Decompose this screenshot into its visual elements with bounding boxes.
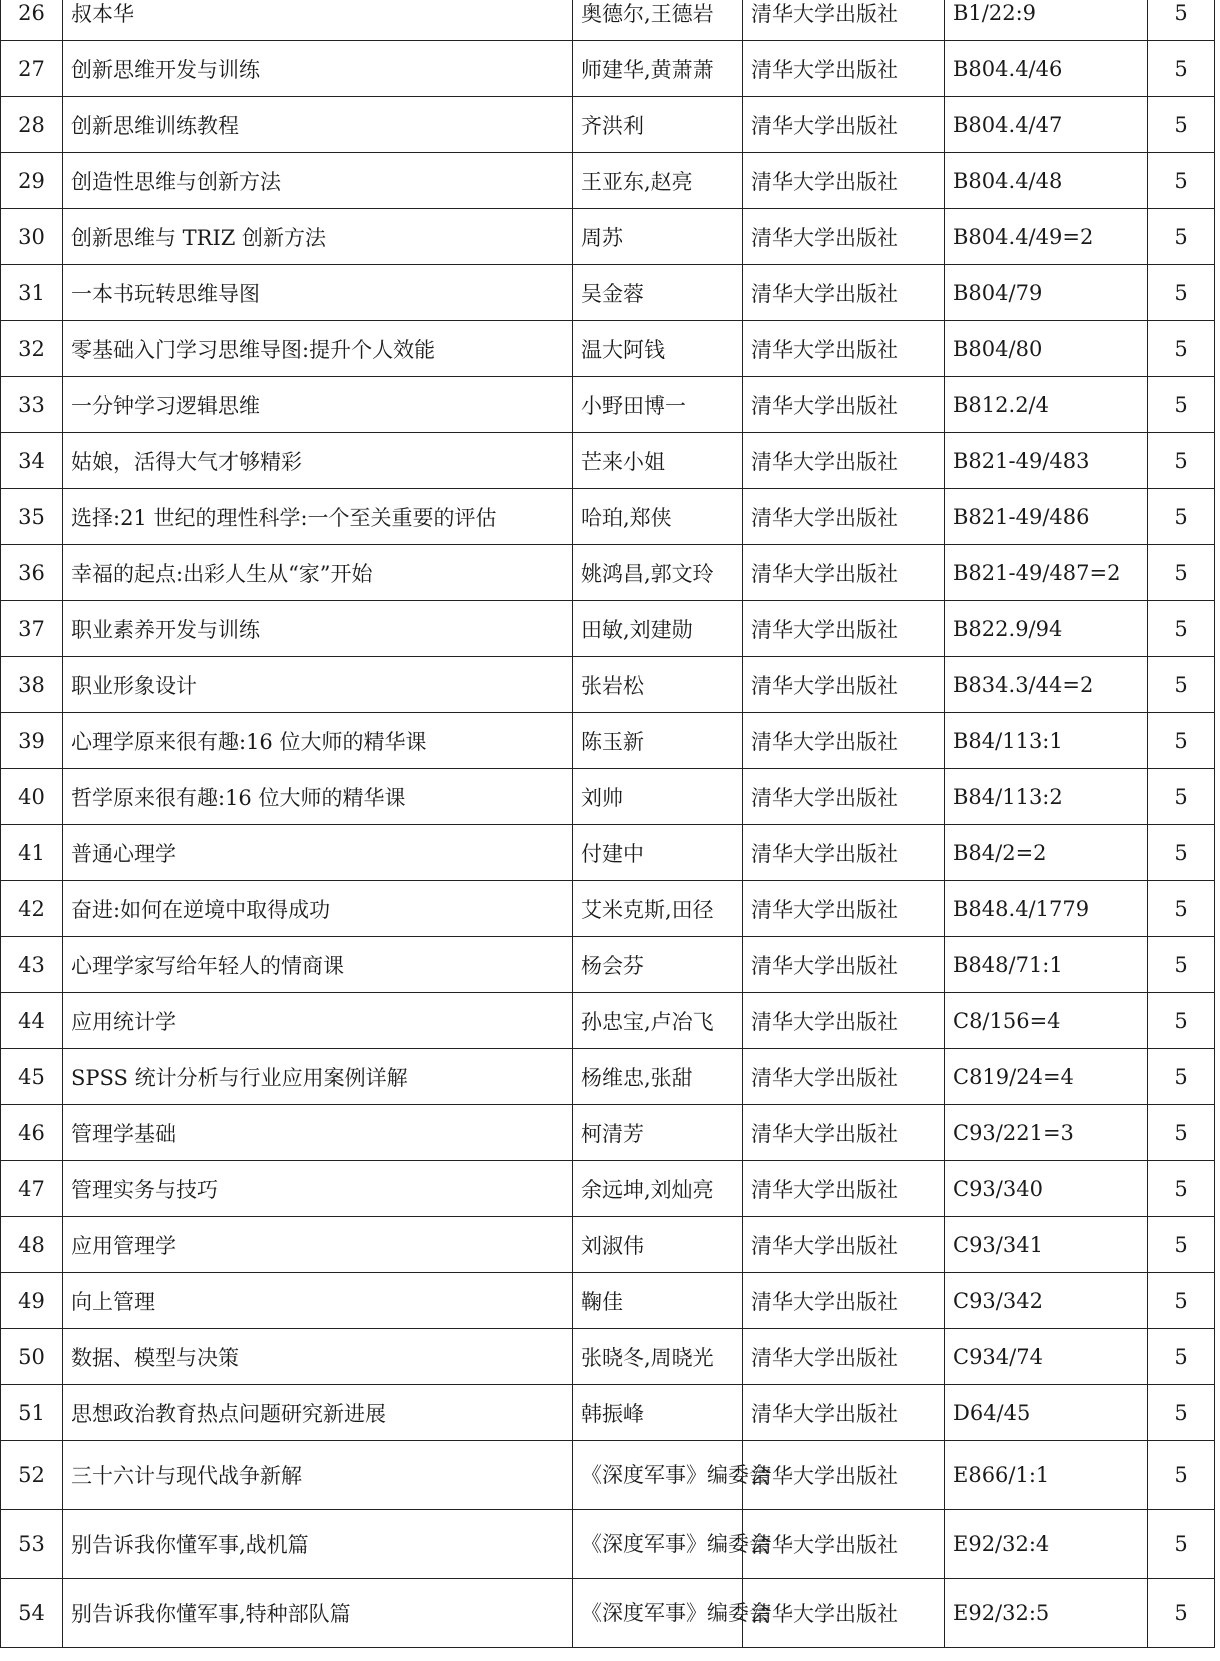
book-publisher: 清华大学出版社 (743, 1385, 945, 1441)
call-number: B821-49/486 (945, 489, 1148, 545)
table-row (1, 993, 1215, 1049)
book-author: 姚鸿昌,郭文玲 (573, 545, 743, 601)
book-author: 柯清芳 (573, 1105, 743, 1161)
table-row (1, 657, 1215, 713)
book-title: 姑娘，活得大气才够精彩 (63, 433, 573, 489)
book-author: 杨会芬 (573, 937, 743, 993)
book-title: 应用统计学 (63, 993, 573, 1049)
book-author: 齐洪利 (573, 97, 743, 153)
copy-count: 5 (1148, 41, 1215, 97)
row-number: 41 (1, 825, 63, 881)
book-publisher: 清华大学出版社 (743, 153, 945, 209)
book-author: 田敏,刘建勋 (573, 601, 743, 657)
book-author: 芒来小姐 (573, 433, 743, 489)
call-number: B84/113:1 (945, 713, 1148, 769)
row-number: 39 (1, 713, 63, 769)
book-title: 思想政治教育热点问题研究新进展 (63, 1385, 573, 1441)
row-number: 29 (1, 153, 63, 209)
copy-count: 5 (1148, 993, 1215, 1049)
book-publisher: 清华大学出版社 (743, 489, 945, 545)
table-row (1, 153, 1215, 209)
call-number: B822.9/94 (945, 601, 1148, 657)
row-number: 36 (1, 545, 63, 601)
book-title: 一分钟学习逻辑思维 (63, 377, 573, 433)
book-title: 创新思维训练教程 (63, 97, 573, 153)
row-number: 52 (1, 1441, 63, 1510)
book-title: 心理学家写给年轻人的情商课 (63, 937, 573, 993)
call-number: B821-49/483 (945, 433, 1148, 489)
book-publisher: 清华大学出版社 (743, 881, 945, 937)
book-title: 应用管理学 (63, 1217, 573, 1273)
row-number: 51 (1, 1385, 63, 1441)
table-row (1, 265, 1215, 321)
book-author: 付建中 (573, 825, 743, 881)
table-row (1, 1273, 1215, 1329)
call-number: B84/113:2 (945, 769, 1148, 825)
book-title: 职业形象设计 (63, 657, 573, 713)
table-row (1, 825, 1215, 881)
book-title: 数据、模型与决策 (63, 1329, 573, 1385)
table-row (1, 881, 1215, 937)
call-number: B848.4/1779 (945, 881, 1148, 937)
call-number: D64/45 (945, 1385, 1148, 1441)
call-number: C819/24=4 (945, 1049, 1148, 1105)
row-number: 26 (1, 0, 63, 41)
book-title: 零基础入门学习思维导图:提升个人效能 (63, 321, 573, 377)
book-publisher: 清华大学出版社 (743, 433, 945, 489)
book-author: 刘淑伟 (573, 1217, 743, 1273)
book-title: 普通心理学 (63, 825, 573, 881)
book-publisher: 清华大学出版社 (743, 657, 945, 713)
table-body (1, 0, 1215, 1648)
book-title: 创造性思维与创新方法 (63, 153, 573, 209)
row-number: 42 (1, 881, 63, 937)
table-row (1, 1329, 1215, 1385)
book-title: 创新思维开发与训练 (63, 41, 573, 97)
call-number: B84/2=2 (945, 825, 1148, 881)
copy-count: 5 (1148, 1217, 1215, 1273)
book-author: 周苏 (573, 209, 743, 265)
book-publisher: 清华大学出版社 (743, 1049, 945, 1105)
copy-count: 5 (1148, 433, 1215, 489)
copy-count: 5 (1148, 1441, 1215, 1510)
row-number: 53 (1, 1510, 63, 1579)
book-publisher: 清华大学出版社 (743, 1579, 945, 1648)
row-number: 47 (1, 1161, 63, 1217)
book-author: 小野田博一 (573, 377, 743, 433)
book-author: 师建华,黄萧萧 (573, 41, 743, 97)
copy-count: 5 (1148, 209, 1215, 265)
copy-count: 5 (1148, 1510, 1215, 1579)
copy-count: 5 (1148, 1105, 1215, 1161)
book-title: 选择:21 世纪的理性科学:一个至关重要的评估 (63, 489, 573, 545)
call-number: C8/156=4 (945, 993, 1148, 1049)
copy-count: 5 (1148, 489, 1215, 545)
book-title: 奋进:如何在逆境中取得成功 (63, 881, 573, 937)
book-publisher: 清华大学出版社 (743, 0, 945, 41)
row-number: 30 (1, 209, 63, 265)
table-row (1, 1049, 1215, 1105)
table-row (1, 769, 1215, 825)
book-title: 幸福的起点:出彩人生从“家”开始 (63, 545, 573, 601)
copy-count: 5 (1148, 825, 1215, 881)
book-publisher: 清华大学出版社 (743, 825, 945, 881)
book-title: 哲学原来很有趣:16 位大师的精华课 (63, 769, 573, 825)
call-number: E866/1:1 (945, 1441, 1148, 1510)
row-number: 32 (1, 321, 63, 377)
copy-count: 5 (1148, 97, 1215, 153)
call-number: B804/80 (945, 321, 1148, 377)
book-title: 别告诉我你懂军事,特种部队篇 (63, 1579, 573, 1648)
book-title: 向上管理 (63, 1273, 573, 1329)
book-publisher: 清华大学出版社 (743, 41, 945, 97)
book-publisher: 清华大学出版社 (743, 545, 945, 601)
book-publisher: 清华大学出版社 (743, 1329, 945, 1385)
table-row (1, 97, 1215, 153)
book-title: 别告诉我你懂军事,战机篇 (63, 1510, 573, 1579)
row-number: 35 (1, 489, 63, 545)
row-number: 31 (1, 265, 63, 321)
table-row (1, 209, 1215, 265)
call-number: B804.4/49=2 (945, 209, 1148, 265)
book-title: 三十六计与现代战争新解 (63, 1441, 573, 1510)
call-number: C93/342 (945, 1273, 1148, 1329)
table-row (1, 377, 1215, 433)
book-publisher: 清华大学出版社 (743, 937, 945, 993)
copy-count: 5 (1148, 377, 1215, 433)
book-title: 管理实务与技巧 (63, 1161, 573, 1217)
row-number: 43 (1, 937, 63, 993)
row-number: 46 (1, 1105, 63, 1161)
row-number: 27 (1, 41, 63, 97)
row-number: 37 (1, 601, 63, 657)
copy-count: 5 (1148, 881, 1215, 937)
table-row (1, 433, 1215, 489)
table-row (1, 0, 1215, 41)
table-row (1, 1441, 1215, 1510)
row-number: 34 (1, 433, 63, 489)
table-row (1, 489, 1215, 545)
copy-count: 5 (1148, 769, 1215, 825)
book-author: 艾米克斯,田径 (573, 881, 743, 937)
book-publisher: 清华大学出版社 (743, 1441, 945, 1510)
row-number: 40 (1, 769, 63, 825)
copy-count: 5 (1148, 601, 1215, 657)
copy-count: 5 (1148, 321, 1215, 377)
call-number: B848/71:1 (945, 937, 1148, 993)
book-author: 《深度军事》编委会 (573, 1510, 743, 1579)
copy-count: 5 (1148, 1161, 1215, 1217)
book-publisher: 清华大学出版社 (743, 1273, 945, 1329)
table-row (1, 1161, 1215, 1217)
book-publisher: 清华大学出版社 (743, 993, 945, 1049)
call-number: B804.4/46 (945, 41, 1148, 97)
call-number: C93/221=3 (945, 1105, 1148, 1161)
book-author: 杨维忠,张甜 (573, 1049, 743, 1105)
book-publisher: 清华大学出版社 (743, 321, 945, 377)
book-author: 奥德尔,王德岩 (573, 0, 743, 41)
book-author: 余远坤,刘灿亮 (573, 1161, 743, 1217)
table-row (1, 41, 1215, 97)
copy-count: 5 (1148, 713, 1215, 769)
book-publisher: 清华大学出版社 (743, 1217, 945, 1273)
call-number: B1/22:9 (945, 0, 1148, 41)
book-title: 职业素养开发与训练 (63, 601, 573, 657)
row-number: 54 (1, 1579, 63, 1648)
copy-count: 5 (1148, 0, 1215, 41)
call-number: E92/32:5 (945, 1579, 1148, 1648)
book-author: 哈珀,郑侠 (573, 489, 743, 545)
copy-count: 5 (1148, 1329, 1215, 1385)
book-publisher: 清华大学出版社 (743, 1161, 945, 1217)
call-number: B812.2/4 (945, 377, 1148, 433)
book-publisher: 清华大学出版社 (743, 265, 945, 321)
copy-count: 5 (1148, 937, 1215, 993)
table-row (1, 1510, 1215, 1579)
row-number: 38 (1, 657, 63, 713)
copy-count: 5 (1148, 657, 1215, 713)
table-row (1, 1217, 1215, 1273)
copy-count: 5 (1148, 153, 1215, 209)
book-publisher: 清华大学出版社 (743, 1105, 945, 1161)
book-author: 《深度军事》编委会 (573, 1579, 743, 1648)
copy-count: 5 (1148, 265, 1215, 321)
copy-count: 5 (1148, 1273, 1215, 1329)
copy-count: 5 (1148, 545, 1215, 601)
call-number: B804/79 (945, 265, 1148, 321)
table-row (1, 937, 1215, 993)
call-number: B804.4/47 (945, 97, 1148, 153)
row-number: 44 (1, 993, 63, 1049)
book-author: 张晓冬,周晓光 (573, 1329, 743, 1385)
book-title: 叔本华 (63, 0, 573, 41)
book-publisher: 清华大学出版社 (743, 377, 945, 433)
row-number: 45 (1, 1049, 63, 1105)
book-title: 心理学原来很有趣:16 位大师的精华课 (63, 713, 573, 769)
call-number: B821-49/487=2 (945, 545, 1148, 601)
call-number: E92/32:4 (945, 1510, 1148, 1579)
book-author: 温大阿钱 (573, 321, 743, 377)
book-author: 韩振峰 (573, 1385, 743, 1441)
row-number: 48 (1, 1217, 63, 1273)
book-publisher: 清华大学出版社 (743, 97, 945, 153)
call-number: C934/74 (945, 1329, 1148, 1385)
book-title: 一本书玩转思维导图 (63, 265, 573, 321)
row-number: 28 (1, 97, 63, 153)
table-row (1, 545, 1215, 601)
book-author: 王亚东,赵亮 (573, 153, 743, 209)
copy-count: 5 (1148, 1579, 1215, 1648)
book-title: 创新思维与 TRIZ 创新方法 (63, 209, 573, 265)
book-author: 吴金蓉 (573, 265, 743, 321)
table-row (1, 1579, 1215, 1648)
book-publisher: 清华大学出版社 (743, 601, 945, 657)
copy-count: 5 (1148, 1049, 1215, 1105)
book-author: 鞠佳 (573, 1273, 743, 1329)
book-publisher: 清华大学出版社 (743, 713, 945, 769)
table-row (1, 321, 1215, 377)
book-author: 张岩松 (573, 657, 743, 713)
book-author: 孙忠宝,卢冶飞 (573, 993, 743, 1049)
book-publisher: 清华大学出版社 (743, 1510, 945, 1579)
table-row (1, 1385, 1215, 1441)
copy-count: 5 (1148, 1385, 1215, 1441)
call-number: C93/340 (945, 1161, 1148, 1217)
book-author: 刘帅 (573, 769, 743, 825)
row-number: 33 (1, 377, 63, 433)
row-number: 49 (1, 1273, 63, 1329)
book-publisher: 清华大学出版社 (743, 209, 945, 265)
table-row (1, 713, 1215, 769)
table-row (1, 601, 1215, 657)
call-number: B834.3/44=2 (945, 657, 1148, 713)
book-publisher: 清华大学出版社 (743, 769, 945, 825)
book-title: 管理学基础 (63, 1105, 573, 1161)
book-author: 《深度军事》编委会 (573, 1441, 743, 1510)
table-row (1, 1105, 1215, 1161)
book-author: 陈玉新 (573, 713, 743, 769)
row-number: 50 (1, 1329, 63, 1385)
book-title: SPSS 统计分析与行业应用案例详解 (63, 1049, 573, 1105)
call-number: C93/341 (945, 1217, 1148, 1273)
call-number: B804.4/48 (945, 153, 1148, 209)
